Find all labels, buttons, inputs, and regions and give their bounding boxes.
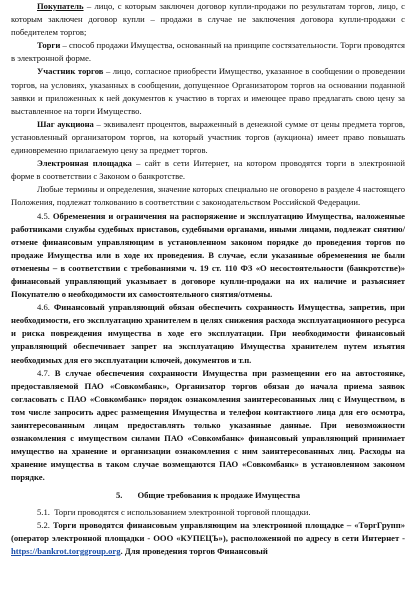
definition-text: – лицо, согласное приобрести Имущество, указанное в сообщении о проведении торгов, на условиях, указанных в сообщении, допущенное Организатором торгов на основании поданной заявки и приложенных к ней документов к участию в торгах и имеющее право предлагать свою цену за выставленное на торги Имущество. xyxy=(11,66,405,116)
clause-number: 5.1. xyxy=(37,506,50,517)
clause-text: Торги проводятся с использованием электронной торговой площадки. xyxy=(54,506,311,517)
clause-text-continued: . Для проведения торгов Финансовый xyxy=(120,545,268,556)
clause-4-7 xyxy=(11,367,405,485)
clause-number: 5.2. xyxy=(37,519,50,530)
platform-link[interactable]: https://bankrot.torggroup.org xyxy=(11,545,121,556)
clause-text: Обременения и ограничения на распоряжение и эксплуатацию Имущества, наложенные работниками службы судебных приставов, судебными органами, иными лицами, подлежат снятию/отмене финансовым управляющим в установленном законом порядке до проведения торгов по продаже Имущества или в ходе их проведения. В случае, если указанные обременения не были отменены – в соответствии с требованиями ч. 19 ст. 110 ФЗ «О несостоятельности (банкротстве)» финансовый управляющий указывает в договоре купли-продажи на их наличие и разъясняет Покупателю о необходимости их самостоятельного снятия/отмены. xyxy=(11,210,405,300)
definition-text: – лицо, с которым заключен договор купли-продажи по результатам торгов, лицо, с которым заключен договор купли – продажи в случае не заключения договора купли-продажи с победителем торгов; xyxy=(11,1,405,38)
definition-participant xyxy=(11,65,405,117)
definition-electronic-platform xyxy=(11,157,405,183)
clause-text: Финансовый управляющий обязан обеспечить сохранность Имущества, запретив, при необходимости, его эксплуатацию хранителем в целях снижения расхода эксплуатационного ресурса и риска повреждения имущества в ходе его эксплуатации. При необходимости финансовый управляющий обеспечивает запрет на эксплуатацию Имущества хранителем путем изъятия необходимых для его эксплуатации ключей, документов и т.п. xyxy=(11,302,405,365)
clause-5-1 xyxy=(11,506,405,519)
clause-number: 4.5. xyxy=(37,210,50,221)
definition-auction xyxy=(11,39,405,65)
clause-number: 4.7. xyxy=(37,367,50,378)
term: Торги xyxy=(37,40,61,51)
section-5-heading xyxy=(11,489,405,502)
definition-text: – способ продажи Имущества, основанный на принципе состязательности. Торги проводятся в электронной форме. xyxy=(11,40,405,64)
definition-text: – эквивалент процентов, выраженный в денежной сумме от цены предмета торгов, установленный организатором торгов, на который участник торгов (аукциона) имеет право повышать единовременно прилагаемую цену за предмет торгов. xyxy=(11,118,405,156)
general-note: Любые термины и определения, значение которых специально не оговорено в разделе 4 настоящего Положения, подлежат толкованию в соответствии с законодательством Российской Федерации. xyxy=(11,184,405,208)
definition-text: – сайт в сети Интернет, на котором проводятся торги в электронной форме в соответствии с Законом о банкротстве. xyxy=(11,158,405,182)
section-number: 5. xyxy=(115,490,123,501)
clause-4-6 xyxy=(11,301,405,366)
definition-buyer xyxy=(11,0,405,39)
term: Шаг аукциона xyxy=(37,118,94,129)
section-title: Общие требования к продаже Имущества xyxy=(137,490,301,501)
term: Участник торгов xyxy=(37,66,104,77)
term: Покупатель xyxy=(37,1,84,11)
term: Электронная площадка xyxy=(37,158,132,169)
clause-text: Торги проводятся финансовым управляющим на электронной площадке – «ТоргГрупп» (оператор электронной площадки - ООО «КУПЕЦЪ»), расположенной по адресу в сети Интернет - xyxy=(11,519,405,543)
clause-4-5 xyxy=(11,210,405,302)
clause-5-2 xyxy=(11,519,405,558)
clause-text: В случае обеспечения сохранности Имущества при размещении его на автостоянке, предоставляемой ПАО «Совкомбанк», Организатор торгов обязан до начала приема заявок согласовать с ПАО «Совкомбанк» порядок ознакомления заинтересованных лиц с Имуществом, в том числе запросить адрес размещения Имущества и телефон контактного лица для его осмотра, заинтересованным лицам предоставлять только указанные данные. При невозможности ознакомления с имуществом силами ПАО «Совкомбанк» финансовый управляющий принимает имущество на хранение и организации ознакомления с ним заинтересованных лиц. Расходы на хранение имущества в таком случае возмещаются ПАО «Совкомбанк» в установленном законом порядке. xyxy=(11,367,405,483)
definition-auction-step xyxy=(11,118,405,157)
clause-number: 4.6. xyxy=(37,302,50,313)
